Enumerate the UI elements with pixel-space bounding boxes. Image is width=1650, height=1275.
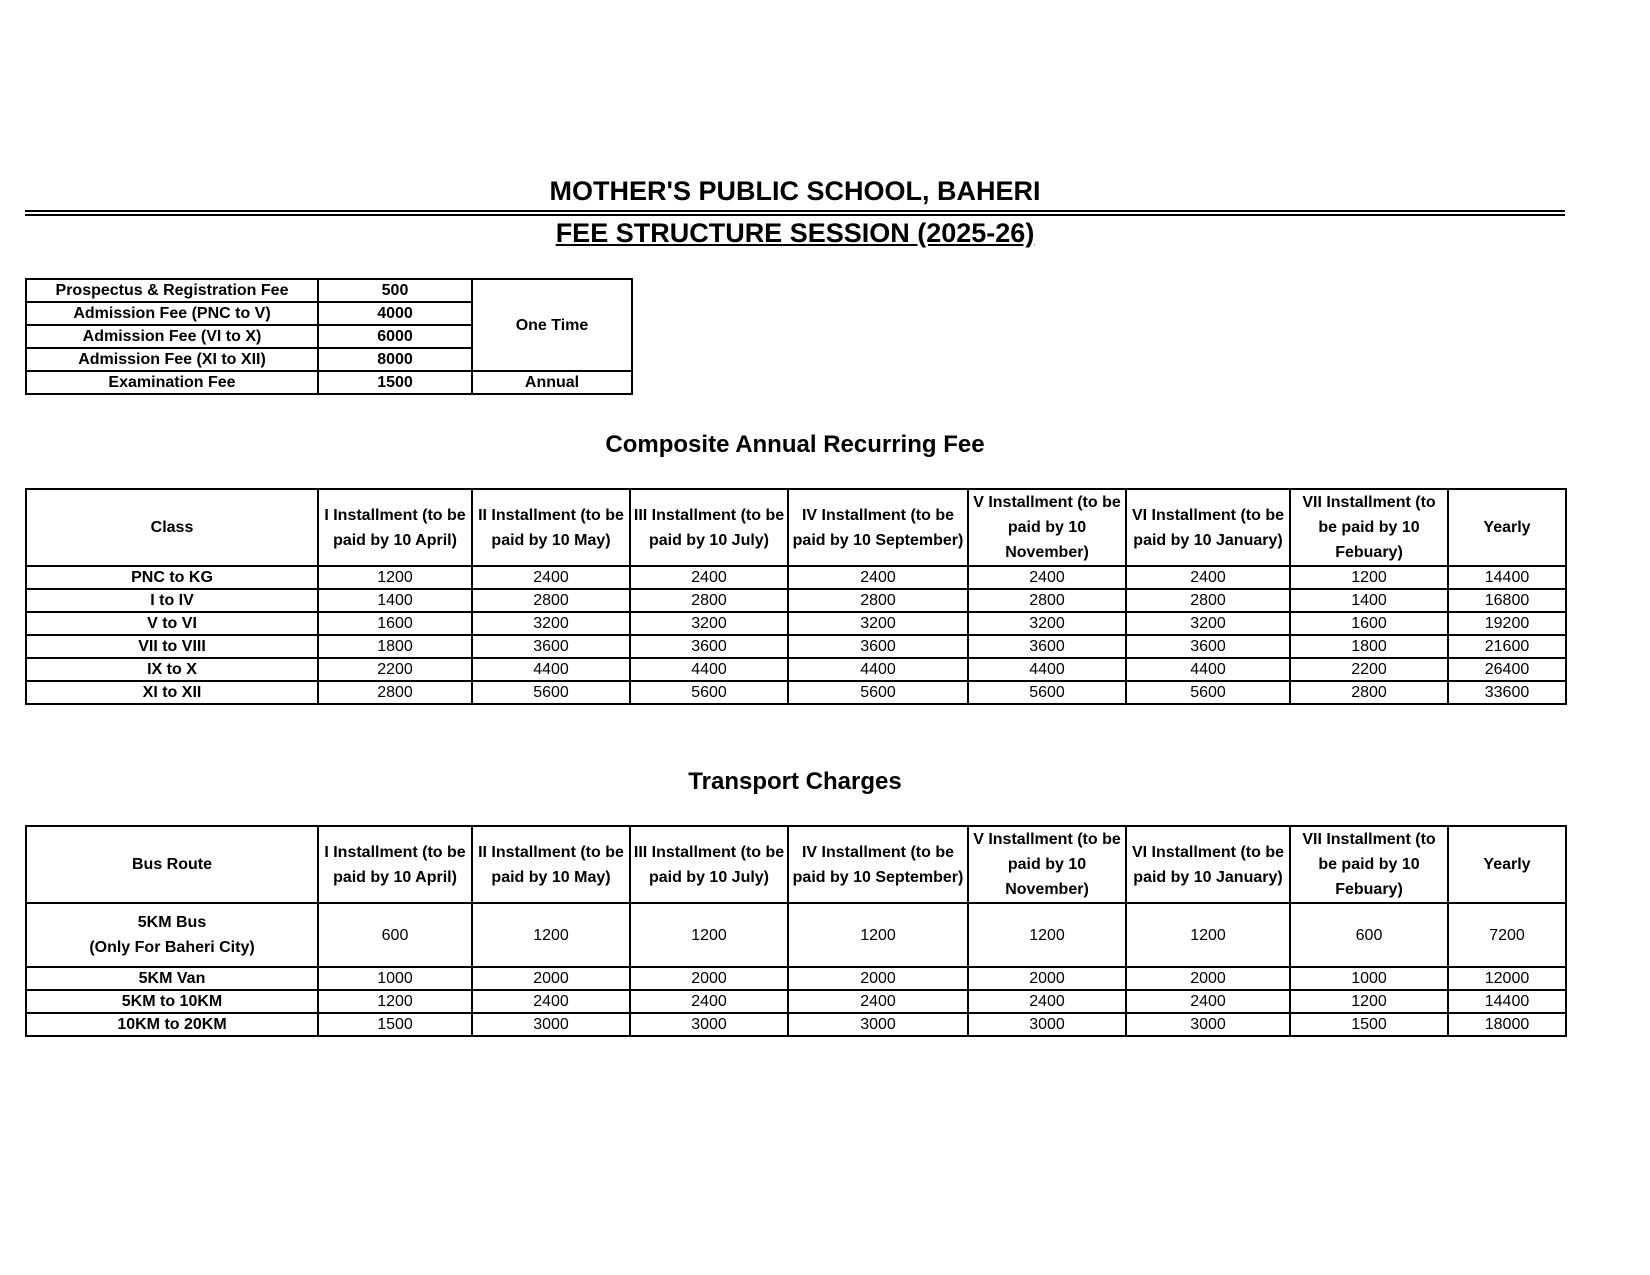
fee-value: 1200: [472, 903, 630, 967]
fee-value: 1800: [318, 635, 472, 658]
fee-value: 1000: [318, 967, 472, 990]
table-row: [26, 589, 1566, 612]
column-header: VI Installment (to be paid by 10 January): [1126, 489, 1290, 566]
fee-value: 1200: [318, 566, 472, 589]
fee-value: 3000: [1126, 1013, 1290, 1036]
fee-value: 1400: [1290, 589, 1448, 612]
row-label: [26, 903, 318, 967]
fee-value: 4400: [968, 658, 1126, 681]
table-row: [26, 371, 632, 394]
fee-value: 12000: [1448, 967, 1566, 990]
column-header: VII Installment (to be paid by 10 Febuary): [1290, 826, 1448, 903]
row-label-text: I to IV: [150, 592, 194, 609]
fee-value: 14400: [1448, 990, 1566, 1013]
fee-value: 2800: [788, 589, 968, 612]
fee-value: 3200: [1126, 612, 1290, 635]
row-label-text: PNC to KG: [131, 569, 213, 586]
fee-value: 14400: [1448, 566, 1566, 589]
fee-value: 2800: [630, 589, 788, 612]
fee-value: 4400: [788, 658, 968, 681]
fee-value: 600: [1290, 903, 1448, 967]
row-label: [26, 589, 318, 612]
fee-label: Examination Fee: [26, 371, 318, 394]
table-row: [26, 990, 1566, 1013]
school-name: MOTHER'S PUBLIC SCHOOL, BAHERI: [549, 176, 1041, 206]
fee-value: 3200: [968, 612, 1126, 635]
fee-value: 3600: [788, 635, 968, 658]
fee-value: 1500: [318, 1013, 472, 1036]
annual-label: Annual: [472, 371, 632, 394]
fee-value: 19200: [1448, 612, 1566, 635]
fee-value: 3000: [472, 1013, 630, 1036]
fee-value: 2800: [1290, 681, 1448, 704]
table-row: [26, 903, 1566, 967]
fee-value: 2400: [472, 990, 630, 1013]
fee-value: 2400: [968, 566, 1126, 589]
table-row: [26, 681, 1566, 704]
fee-value: 5600: [788, 681, 968, 704]
fee-value: 18000: [1448, 1013, 1566, 1036]
transport-charges-table: [25, 825, 1567, 1037]
fee-amount: 500: [318, 279, 472, 302]
fee-value: 2800: [1126, 589, 1290, 612]
transport-title: Transport Charges: [688, 768, 902, 795]
row-label-text: VII to VIII: [138, 638, 206, 655]
table-row: [26, 967, 1566, 990]
fee-value: 2200: [1290, 658, 1448, 681]
fee-value: 2000: [630, 967, 788, 990]
row-sublabel-text: (Only For Baheri City): [89, 939, 255, 956]
fee-label: Admission Fee (XI to XII): [26, 348, 318, 371]
fee-value: 3200: [472, 612, 630, 635]
fee-value: 3600: [630, 635, 788, 658]
fee-value: 2800: [472, 589, 630, 612]
fee-value: 3600: [968, 635, 1126, 658]
column-header: I Installment (to be paid by 10 April): [318, 826, 472, 903]
column-header: V Installment (to be paid by 10 November): [968, 826, 1126, 903]
row-label: [26, 566, 318, 589]
row-label-text: 10KM to 20KM: [117, 1016, 227, 1033]
fee-value: 5600: [472, 681, 630, 704]
composite-title: Composite Annual Recurring Fee: [605, 431, 985, 458]
fee-value: 5600: [630, 681, 788, 704]
fee-value: 1200: [1290, 566, 1448, 589]
column-header: Yearly: [1448, 489, 1566, 566]
fee-value: 5600: [968, 681, 1126, 704]
fee-amount: 1500: [318, 371, 472, 394]
fee-value: 3000: [968, 1013, 1126, 1036]
column-header: II Installment (to be paid by 10 May): [472, 489, 630, 566]
column-header: IV Installment (to be paid by 10 September): [788, 489, 968, 566]
fee-value: 1600: [1290, 612, 1448, 635]
row-label-text: 5KM Van: [138, 970, 206, 987]
fee-value: 2000: [472, 967, 630, 990]
fee-amount: 4000: [318, 302, 472, 325]
fee-value: 1500: [1290, 1013, 1448, 1036]
session-title: FEE STRUCTURE SESSION (2025-26): [555, 218, 1035, 248]
row-label-text: IX to X: [147, 661, 197, 678]
table-row: [26, 635, 1566, 658]
fee-value: 4400: [630, 658, 788, 681]
fee-value: 3200: [788, 612, 968, 635]
fee-label: Admission Fee (PNC to V): [26, 302, 318, 325]
fee-value: 2400: [788, 990, 968, 1013]
column-header: Class: [26, 489, 318, 566]
fee-value: 2000: [788, 967, 968, 990]
row-label: [26, 658, 318, 681]
fee-value: 2000: [1126, 967, 1290, 990]
column-header: Bus Route: [26, 826, 318, 903]
row-label: [26, 967, 318, 990]
fee-value: 1400: [318, 589, 472, 612]
fee-value: 2400: [788, 566, 968, 589]
row-label: [26, 681, 318, 704]
table-row: [26, 279, 632, 302]
row-label: [26, 635, 318, 658]
fee-value: 4400: [472, 658, 630, 681]
row-label-text: V to VI: [147, 615, 197, 632]
fee-value: 21600: [1448, 635, 1566, 658]
fee-value: 2400: [968, 990, 1126, 1013]
fee-value: 2800: [968, 589, 1126, 612]
fee-value: 1200: [1126, 903, 1290, 967]
fee-label: Admission Fee (VI to X): [26, 325, 318, 348]
row-label-text: XI to XII: [142, 684, 202, 701]
fee-value: 1200: [788, 903, 968, 967]
fee-value: 1200: [968, 903, 1126, 967]
row-label: [26, 1013, 318, 1036]
column-header: II Installment (to be paid by 10 May): [472, 826, 630, 903]
one-time-label: One Time: [472, 279, 632, 371]
table-row: [26, 612, 1566, 635]
composite-fee-table: [25, 488, 1567, 705]
column-header: IV Installment (to be paid by 10 September): [788, 826, 968, 903]
table-row: [26, 566, 1566, 589]
fee-value: 1600: [318, 612, 472, 635]
header-row: [26, 826, 1566, 903]
title-rule-top: [25, 210, 1565, 212]
fee-value: 5600: [1126, 681, 1290, 704]
column-header: Yearly: [1448, 826, 1566, 903]
fee-value: 2200: [318, 658, 472, 681]
row-label: [26, 612, 318, 635]
table-row: [26, 658, 1566, 681]
table-row: [26, 1013, 1566, 1036]
fee-value: 3200: [630, 612, 788, 635]
fee-value: 1800: [1290, 635, 1448, 658]
fee-value: 1200: [318, 990, 472, 1013]
fee-amount: 8000: [318, 348, 472, 371]
fee-value: 2400: [1126, 566, 1290, 589]
fee-label: Prospectus & Registration Fee: [26, 279, 318, 302]
fee-value: 2400: [1126, 990, 1290, 1013]
fee-value: 2400: [472, 566, 630, 589]
fee-value: 2800: [318, 681, 472, 704]
fee-value: 1000: [1290, 967, 1448, 990]
fee-value: 1200: [1290, 990, 1448, 1013]
column-header: VI Installment (to be paid by 10 January): [1126, 826, 1290, 903]
fee-value: 3600: [472, 635, 630, 658]
fee-value: 7200: [1448, 903, 1566, 967]
column-header: I Installment (to be paid by 10 April): [318, 489, 472, 566]
fee-value: 1200: [630, 903, 788, 967]
column-header: III Installment (to be paid by 10 July): [630, 826, 788, 903]
fee-value: 33600: [1448, 681, 1566, 704]
column-header: III Installment (to be paid by 10 July): [630, 489, 788, 566]
fee-value: 3000: [788, 1013, 968, 1036]
fee-amount: 6000: [318, 325, 472, 348]
fee-value: 4400: [1126, 658, 1290, 681]
header-row: [26, 489, 1566, 566]
fee-value: 2400: [630, 566, 788, 589]
fee-value: 2400: [630, 990, 788, 1013]
one-time-fees-table: [25, 278, 633, 395]
fee-value: 600: [318, 903, 472, 967]
row-label: [26, 990, 318, 1013]
column-header: V Installment (to be paid by 10 November): [968, 489, 1126, 566]
fee-value: 3000: [630, 1013, 788, 1036]
row-label-text: 5KM Bus: [137, 914, 207, 931]
column-header: VII Installment (to be paid by 10 Febuary): [1290, 489, 1448, 566]
row-label-text: 5KM to 10KM: [121, 993, 223, 1010]
fee-value: 2000: [968, 967, 1126, 990]
fee-value: 26400: [1448, 658, 1566, 681]
fee-value: 16800: [1448, 589, 1566, 612]
fee-value: 3600: [1126, 635, 1290, 658]
